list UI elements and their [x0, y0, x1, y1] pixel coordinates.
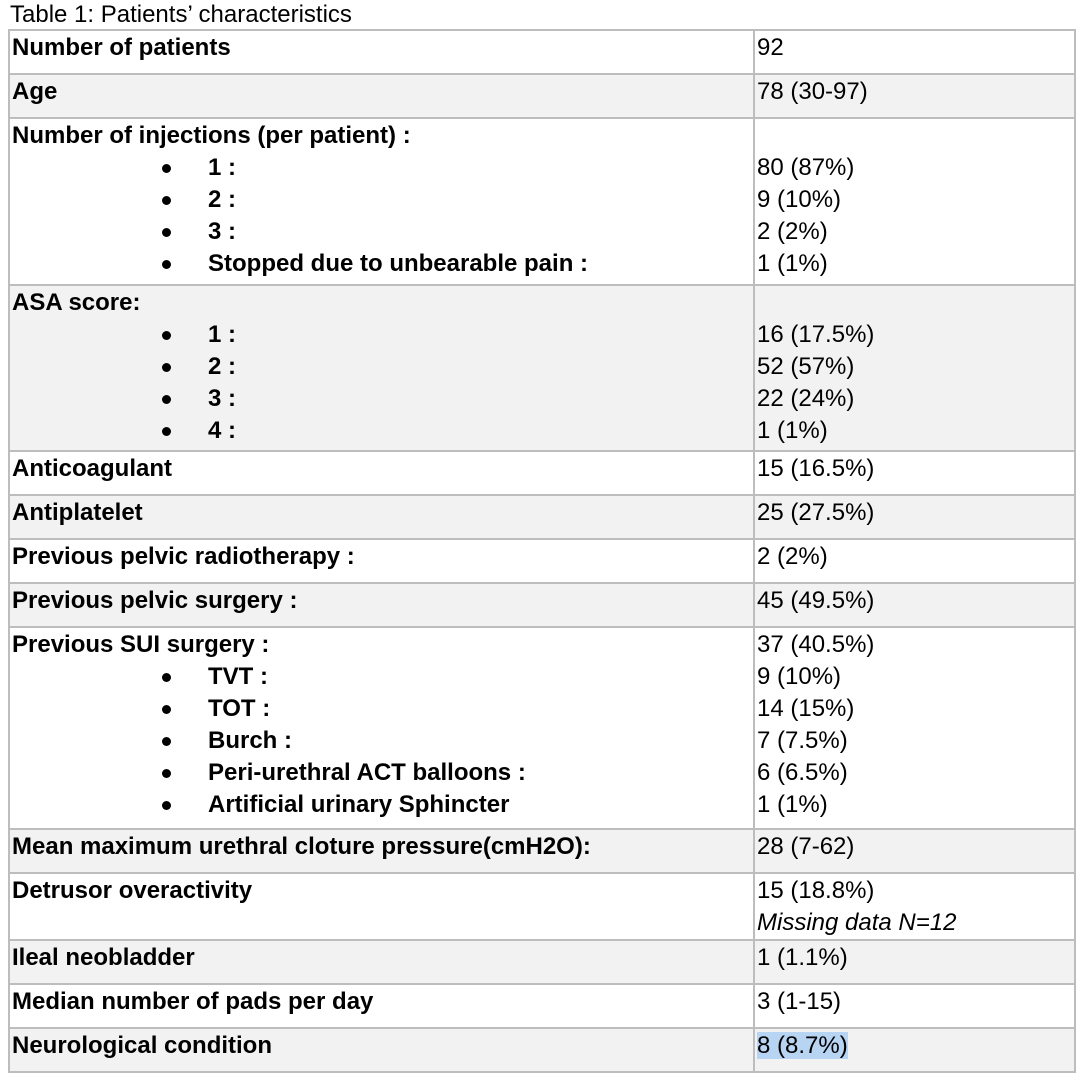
table-row	[9, 873, 1075, 940]
list-item-label: Peri-urethral ACT balloons :	[208, 759, 526, 786]
list-item-label: TVT :	[208, 663, 268, 690]
row-label-asa-score: ASA score:	[12, 289, 141, 316]
table-row	[9, 1028, 1075, 1072]
row-value-ileal-neobladder: 1 (1.1%)	[754, 940, 1075, 984]
row-label-ileal-neobladder: Ileal neobladder	[9, 940, 754, 984]
row-label-pelvic-surgery: Previous pelvic surgery :	[9, 583, 754, 627]
row-label-pads-per-day: Median number of pads per day	[9, 984, 754, 1028]
row-label-number-of-patients: Number of patients	[9, 30, 754, 74]
list-item	[12, 351, 751, 383]
bullet-icon	[162, 260, 171, 269]
bullet-icon	[162, 395, 171, 404]
bullet-icon	[162, 164, 171, 173]
bullet-icon	[162, 769, 171, 778]
row-value-pelvic-surgery: 45 (49.5%)	[754, 583, 1075, 627]
table-row	[9, 984, 1075, 1028]
bullet-icon	[162, 331, 171, 340]
bullet-icon	[162, 737, 171, 746]
row-value-anticoagulant: 15 (16.5%)	[754, 451, 1075, 495]
list-item-label: Artificial urinary Sphincter	[208, 791, 510, 818]
table-row	[9, 539, 1075, 583]
list-item-value: 7 (7.5%)	[757, 727, 848, 754]
table-row	[9, 583, 1075, 627]
list-item-value: 1 (1%)	[757, 250, 828, 277]
row-label-injections: Number of injections (per patient) :	[12, 122, 411, 149]
list-item-label: 4 :	[208, 417, 237, 444]
row-values-detrusor-overactivity	[754, 873, 1075, 940]
list-item	[12, 184, 751, 216]
row-label-pelvic-radiotherapy: Previous pelvic radiotherapy :	[9, 539, 754, 583]
sui-surgery-list	[12, 661, 751, 821]
list-item	[12, 152, 751, 184]
list-item-value: 52 (57%)	[757, 353, 855, 380]
table-row	[9, 940, 1075, 984]
list-item-value: 80 (87%)	[757, 154, 855, 181]
list-item	[12, 216, 751, 248]
list-item-value: 22 (24%)	[757, 385, 855, 412]
row-cell-injections	[9, 118, 754, 285]
table-row	[9, 74, 1075, 118]
table-row	[9, 30, 1075, 74]
bullet-icon	[162, 427, 171, 436]
list-item-value: 6 (6.5%)	[757, 759, 848, 786]
table-row	[9, 118, 1075, 285]
list-item-value: 1 (1%)	[757, 417, 828, 444]
row-cell-neurological-condition	[754, 1028, 1075, 1072]
list-item	[12, 319, 751, 351]
row-label-anticoagulant: Anticoagulant	[9, 451, 754, 495]
list-item	[12, 789, 751, 821]
row-label-neurological-condition: Neurological condition	[9, 1028, 754, 1072]
row-values-sui-surgery	[754, 627, 1075, 829]
bullet-icon	[162, 705, 171, 714]
list-item-value: 9 (10%)	[757, 186, 842, 213]
bullet-icon	[162, 801, 171, 810]
patients-characteristics-table	[8, 29, 1076, 1073]
table-caption: Table 1: Patients’ characteristics	[10, 1, 352, 28]
row-values-injections	[754, 118, 1075, 285]
list-item-label: 3 :	[208, 385, 237, 412]
table-row	[9, 451, 1075, 495]
row-label-sui-surgery: Previous SUI surgery :	[12, 631, 270, 658]
row-label-age: Age	[9, 74, 754, 118]
row-label-antiplatelet: Antiplatelet	[9, 495, 754, 539]
row-label-detrusor-overactivity: Detrusor overactivity	[9, 873, 754, 940]
row-value-sui-surgery: 37 (40.5%)	[757, 631, 875, 658]
list-item-value: 16 (17.5%)	[757, 321, 875, 348]
row-label-urethral-pressure: Mean maximum urethral cloture pressure(cmH2O):	[9, 829, 754, 873]
bullet-icon	[162, 196, 171, 205]
list-item	[12, 693, 751, 725]
list-item-value: 14 (15%)	[757, 695, 855, 722]
list-item-label: 2 :	[208, 186, 237, 213]
list-item-label: Stopped due to unbearable pain :	[208, 250, 589, 277]
list-item-value: 9 (10%)	[757, 663, 842, 690]
asa-score-list	[12, 319, 751, 447]
list-item	[12, 725, 751, 757]
row-value-urethral-pressure: 28 (7-62)	[754, 829, 1075, 873]
list-item-label: 1 :	[208, 321, 237, 348]
list-item-label: 1 :	[208, 154, 237, 181]
row-value-age: 78 (30-97)	[754, 74, 1075, 118]
list-item	[12, 661, 751, 693]
row-cell-asa-score	[9, 285, 754, 451]
list-item-label: TOT :	[208, 695, 271, 722]
table-row	[9, 285, 1075, 451]
list-item-label: Burch :	[208, 727, 292, 754]
list-item-label: 3 :	[208, 218, 237, 245]
missing-data-note: Missing data N=12	[757, 909, 957, 936]
bullet-icon	[162, 228, 171, 237]
row-value-pads-per-day: 3 (1-15)	[754, 984, 1075, 1028]
table-row	[9, 829, 1075, 873]
table-row	[9, 495, 1075, 539]
bullet-icon	[162, 363, 171, 372]
table-row	[9, 627, 1075, 829]
row-value-antiplatelet: 25 (27.5%)	[754, 495, 1075, 539]
row-value-neurological-condition[interactable]: 8 (8.7%)	[757, 1032, 848, 1059]
list-item-value: 2 (2%)	[757, 218, 828, 245]
row-value-number-of-patients: 92	[754, 30, 1075, 74]
injections-list	[12, 152, 751, 280]
list-item	[12, 757, 751, 789]
row-values-asa-score	[754, 285, 1075, 451]
list-item-label: 2 :	[208, 353, 237, 380]
row-cell-sui-surgery	[9, 627, 754, 829]
row-value-pelvic-radiotherapy: 2 (2%)	[754, 539, 1075, 583]
list-item	[12, 383, 751, 415]
list-item-value: 1 (1%)	[757, 791, 828, 818]
list-item	[12, 248, 751, 280]
bullet-icon	[162, 673, 171, 682]
list-item	[12, 415, 751, 447]
row-value-detrusor-overactivity: 15 (18.8%)	[757, 877, 875, 904]
